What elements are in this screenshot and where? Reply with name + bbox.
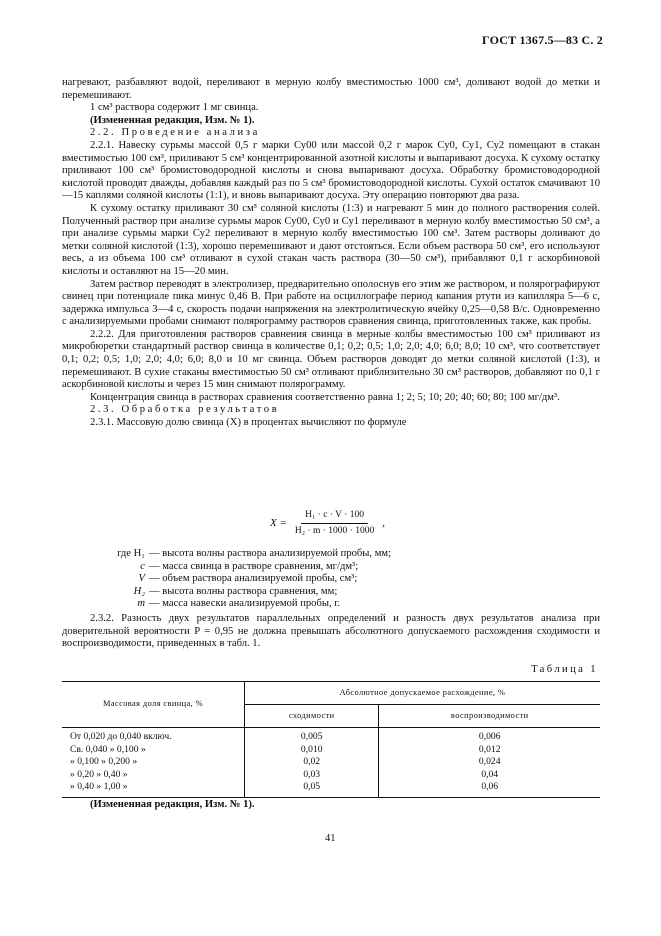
paragraph-2-2-1-b: К сухому остатку приливают 30 см³ соляной кислоты (1:3) и нагревают 5 мин до полного растворения солей. Полученный раствор при анализе сурьмы марок Су00, Су0 и Су1 переливают в мерную колбу вместимостью 50 см³, а при анализе сурьмы марки Су2 переливают в мерную колбу вместимостью 100 см³. Затем растворы доливают до метки соляной кислотой (1:3), хорошо перемешивают и дают отстояться. Если объем раствора 50 см³, его используют весь, а из объема 100 см³ отливают в сухой стакан часть раствора (30—50 см³), прибавляют 0,1 г аскорбиновой кислоты и оставляют на 15—20 мин.	[62, 202, 600, 277]
formula-numerator: H₁ · c · V · 100	[301, 509, 368, 524]
column-header-lead-fraction: Массовая доля свинца, %	[62, 682, 245, 728]
table-1	[62, 681, 600, 798]
formula-fraction	[291, 509, 378, 537]
cell-repeatability: 0,005	[245, 728, 379, 744]
cell-reproducibility: 0,04	[379, 769, 600, 782]
cell-repeatability: 0,03	[245, 769, 379, 782]
column-header-reproducibility: воспроизводимости	[379, 705, 600, 728]
definition-row	[62, 548, 600, 561]
cell-reproducibility: 0,012	[379, 744, 600, 757]
definition-text: — объем раствора анализируемой пробы, см³;	[149, 573, 358, 585]
column-header-group: Абсолютное допускаемое расхождение, %	[245, 682, 601, 705]
section-heading-2-3: 2.3. Обработка результатов	[90, 404, 280, 416]
cell-reproducibility: 0,006	[379, 728, 600, 744]
table-row	[62, 744, 600, 757]
section-heading-2-2: 2.2. Проведение анализа	[90, 127, 260, 139]
paragraph-2-3-1: 2.3.1. Массовую долю свинца (X) в процентах вычисляют по формуле	[90, 417, 407, 429]
cell-range: Св. 0,040 » 0,100 »	[70, 743, 146, 755]
formula	[270, 509, 385, 537]
paragraph-2-2-1-c: Затем раствор переводят в электролизер, предварительно ополоснув его этим же раствором, и полярографируют свинец при потенциале пика минус 0,46 В. При работе на осциллографе период капания ртути из капилляра 5—6 с, задержка импульса 3—4 с, скорость подачи напряжения на электролитическую ячейку 0,25—0,58 В/с. Одновременно с анализируемыми пробами снимают полярограмму растворов сравнения свинца, приготовленных также, как пробы.	[62, 278, 600, 328]
cell-range: » 0,100 » 0,200 »	[70, 756, 138, 768]
definition-text: — высота волны раствора сравнения, мм;	[149, 585, 338, 597]
definition-row	[62, 561, 600, 574]
table-row	[62, 728, 600, 744]
table-row	[62, 769, 600, 782]
definition-symbol: V	[138, 573, 145, 585]
definition-text: — высота волны раствора анализируемой пробы, мм;	[149, 548, 392, 559]
formula-tail: ,	[382, 516, 385, 529]
table-row	[62, 781, 600, 797]
table-row	[62, 756, 600, 769]
cell-repeatability: 0,05	[245, 781, 379, 797]
page-number: 41	[325, 833, 336, 844]
column-header-repeatability: сходимости	[245, 705, 379, 728]
cell-reproducibility: 0,06	[379, 781, 600, 797]
formula-denominator: H₂ · m · 1000 · 1000	[294, 525, 375, 536]
definition-symbol: H₂	[133, 585, 145, 597]
main-text	[62, 77, 600, 430]
table-caption: Таблица 1	[531, 664, 598, 675]
definition-row	[62, 573, 600, 586]
paragraph-2-2-2: 2.2.2. Для приготовления растворов сравнения свинца в мерные колбы вместимостью 100 см³ приливают из микробюретки стандартный раствор свинца в количестве 0,1; 0,2; 0,5; 1,0; 2,0; 4,0; 6,0; 8,0; 10 см³, что соответствует 0,1; 0,2; 0,5; 1,0; 2,0; 4,0; 6,0; 8,0 и 10 мг свинца. Объем растворов доводят до метки соляной кислотой (1:3), и перемешивают. В сухие стаканы вместимостью 50 см³ отливают приблизительно 30 см³ растворов, добавляют по 0,1 г аскорбиновой кислоты и через 15 мин снимают полярограмму.	[62, 328, 600, 391]
definition-row	[62, 598, 600, 611]
definition-row	[62, 586, 600, 599]
amendment-note: (Измененная редакция, Изм. № 1).	[90, 114, 255, 126]
definition-text: — масса свинца в растворе сравнения, мг/дм³;	[149, 560, 359, 572]
cell-repeatability: 0,010	[245, 744, 379, 757]
definition-text: — масса навески анализируемой пробы, г.	[149, 598, 341, 610]
cell-reproducibility: 0,024	[379, 756, 600, 769]
definition-symbol: c	[140, 560, 145, 572]
paragraph-2-2-2-b: Концентрация свинца в растворах сравнения соответственно равна 1; 2; 5; 10; 20; 40; 60; 80; 100 мг/дм³.	[90, 391, 560, 403]
amendment-note-bottom: (Измененная редакция, Изм. № 1).	[90, 799, 255, 810]
cell-range: » 0,40 » 1,00 »	[62, 781, 245, 797]
paragraph-2-3-2: 2.3.2. Разность двух результатов параллельных определений и разность двух результатов анализа при доверительной вероятности P = 0,95 не должна превышать абсолютного допускаемого расхождения сходимости и воспроизводимости, приведенных в табл. 1.	[62, 613, 600, 650]
cell-range: » 0,20 » 0,40 »	[70, 768, 128, 780]
paragraph-2-2-1: 2.2.1. Навеску сурьмы массой 0,5 г марки Су00 или массой 0,2 г марок Су0, Су1, Су2 помещают в стакан вместимостью 100 см³, приливают 5 см³ концентрированной азотной кислоты и выпаривают досуха. К сухому остатку приливают 100 см³ бромистоводородной кислоты и снова выпаривают досуха. Обработку бромистоводородной кислотой проводят дважды, добавляя каждый раз по 5 см³ бромистоводородной кислоты. Сухой остаток смачивают 10—15 каплями соляной кислоты (1:1), и вновь выпаривают досуха. Эту операцию повторяют два раза.	[62, 139, 600, 202]
definition-symbol: где H₁	[117, 548, 145, 559]
variable-definitions	[62, 548, 600, 611]
cell-repeatability: 0,02	[245, 756, 379, 769]
formula-lhs: X =	[270, 516, 287, 529]
paragraph-solution-note: 1 см³ раствора содержит 1 мг свинца.	[90, 102, 259, 114]
cell-range: От 0,020 до 0,040 включ.	[70, 731, 172, 742]
page-header: ГОСТ 1367.5—83 С. 2	[482, 33, 603, 47]
definition-symbol: m	[137, 598, 145, 610]
paragraph-continuation: нагревают, разбавляют водой, переливают в мерную колбу вместимостью 1000 см³, доливают водой до метки и перемешивают.	[62, 77, 600, 101]
